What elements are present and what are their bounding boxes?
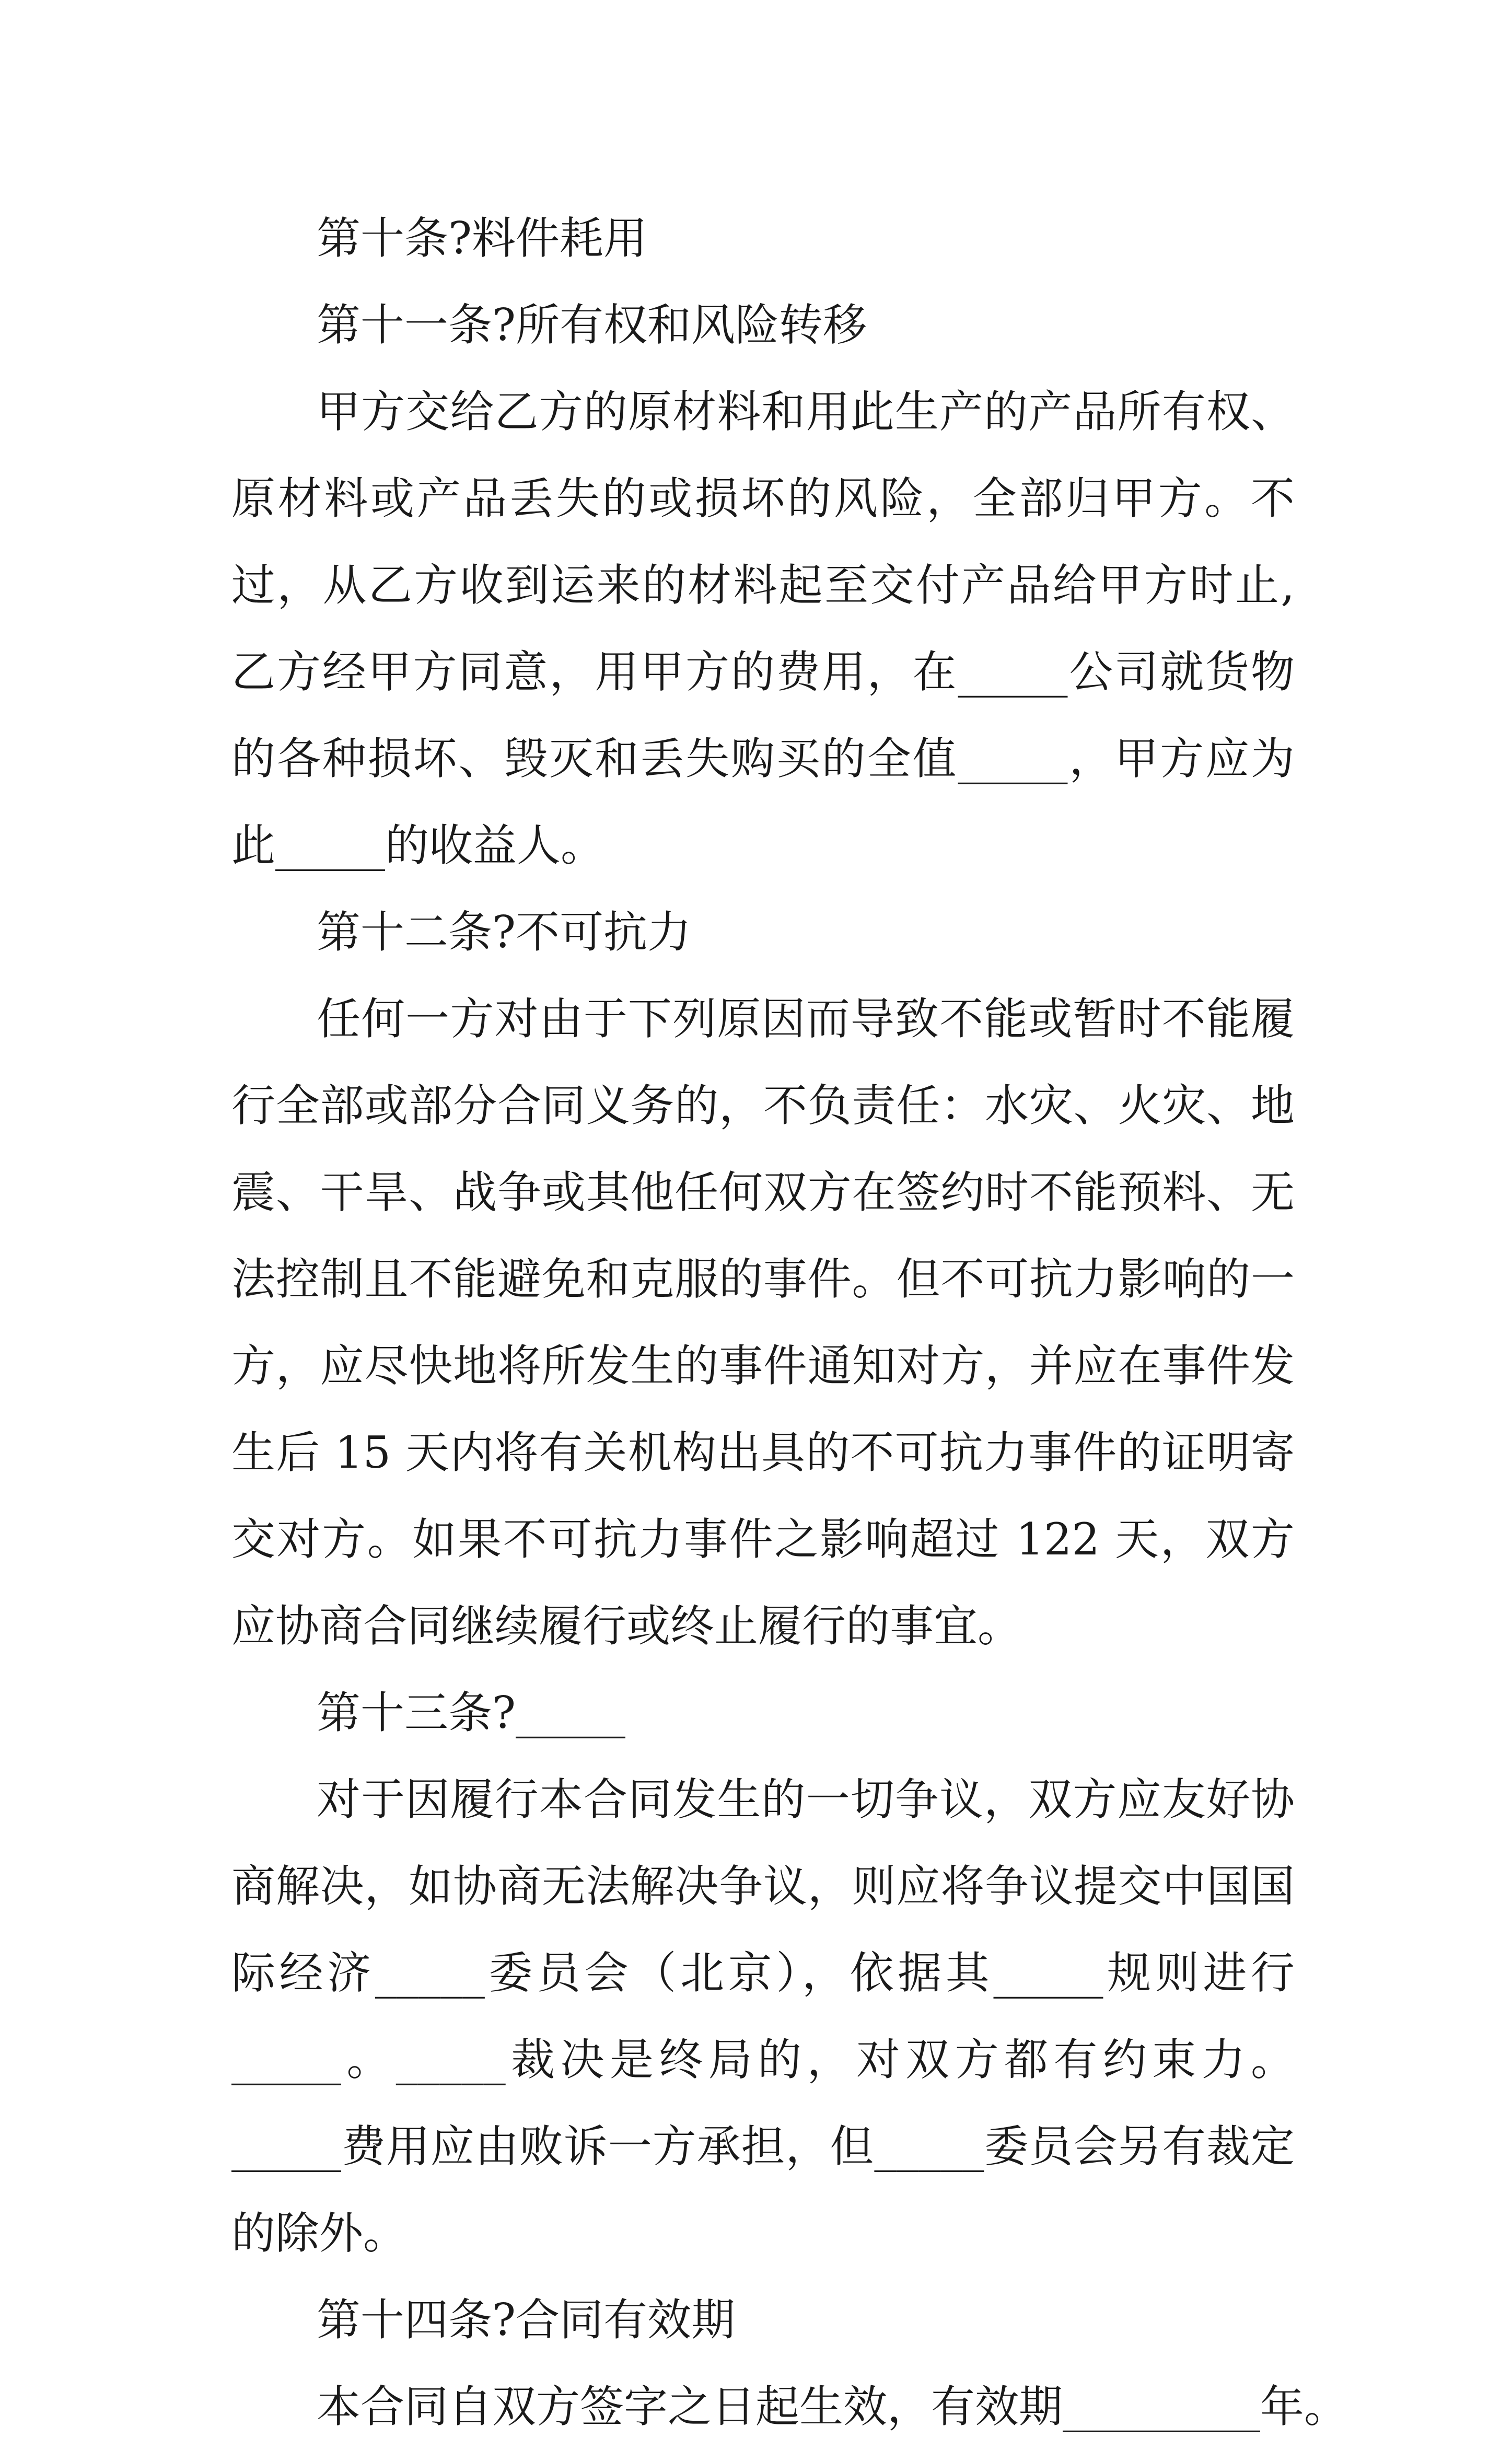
- article-13-heading: 第十三条?_____: [317, 1687, 626, 1738]
- article-10-heading: 第十条?料件耗用: [317, 213, 648, 264]
- document-body: [231, 195, 1348, 2450]
- article-12-paragraph: 任何一方对由于下列原因而导致不能或暂时不能履行全部或部分合同义务的，不负责任：水灾、火灾、地震、干旱、战争或其他任何双方在签约时不能预料、无法控制且不能避免和克服的事件。但不可抗力影响的一方，应尽快地将所发生的事件通知对方，并应在事件发生后 15 天内将有关机构出具的不可抗力事件的证明寄交对方。如果不可抗力事件之影响超过 122 天，双方应协商合同继续履行或终止履行的事宜。: [231, 993, 1295, 1652]
- article-11-heading: 第十一条?所有权和风险转移: [317, 299, 867, 351]
- article-14-paragraph: 本合同自双方签字之日起生效，有效期_________年。: [317, 2381, 1348, 2432]
- article-12-heading: 第十二条?不可抗力: [317, 907, 692, 958]
- article-11-paragraph: 甲方交给乙方的原材料和用此生产的产品所有权、原材料或产品丢失的或损坏的风险，全部归甲方。不过，从乙方收到运来的材料起至交付产品给甲方时止,乙方经甲方同意，用甲方的费用，在_____公司就货物的各种损坏、毁灭和丢失购买的全值_____，甲方应为此_____的收益人。: [231, 386, 1295, 871]
- article-13-paragraph: 对于因履行本合同发生的一切争议，双方应友好协商解决，如协商无法解决争议，则应将争议提交中国国际经济_____委员会（北京），依据其_____规则进行_____。_____裁决是终局的，对双方都有约束力。_____费用应由败诉一方承担，但_____委员会另有裁定的除外。: [231, 1774, 1295, 2259]
- article-14-heading: 第十四条?合同有效期: [317, 2294, 736, 2346]
